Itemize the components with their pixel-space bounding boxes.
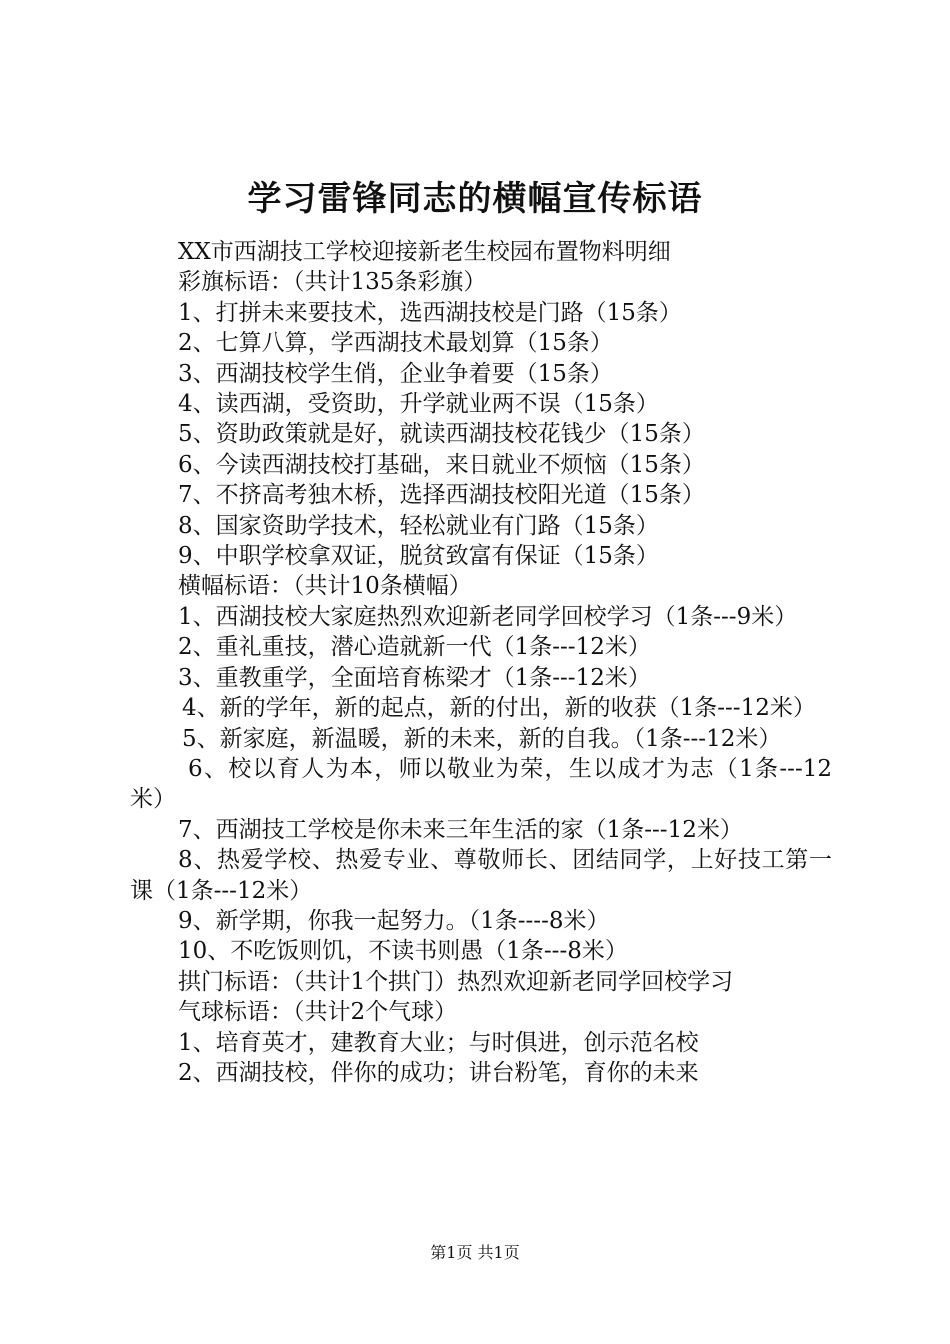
list-item: 8、热爱学校、热爱专业、尊敬师长、团结同学，上好技工第一课（1条---12米） [130, 847, 832, 904]
section-heading-balloons: 气球标语：（共计2个气球） [178, 999, 458, 1026]
section-heading-banners: 横幅标语：（共计10条横幅） [178, 573, 472, 600]
list-item: 3、重教重学，全面培育栋梁才（1条---12米） [178, 664, 651, 691]
paragraph-intro: XX市西湖技工学校迎接新老生校园布置物料明细 [178, 239, 671, 265]
list-item: 9、中职学校拿双证，脱贫致富有保证（15条） [178, 543, 659, 570]
list-item: 1、培育英才，建教育大业；与时俱进，创示范名校 [178, 1029, 699, 1056]
list-item: 8、国家资助学技术，轻松就业有门路（15条） [178, 512, 659, 539]
list-item: 2、重礼重技，潜心造就新一代（1条---12米） [178, 634, 651, 661]
list-item: 2、七算八算，学西湖技术最划算（15条） [178, 330, 613, 357]
section-heading-flags: 彩旗标语：（共计135条彩旗） [178, 269, 487, 296]
list-item: 7、西湖技工学校是你未来三年生活的家（1条---12米） [178, 816, 743, 843]
list-item: 7、不挤高考独木桥，选择西湖技校阳光道（15条） [178, 482, 705, 509]
list-item: 4、读西湖，受资助，升学就业两不误（15条） [178, 391, 659, 418]
list-item: 5、资助政策就是好，就读西湖技校花钱少（15条） [178, 421, 705, 448]
list-item: 2、西湖技校，伴你的成功；讲台粉笔，育你的未来 [178, 1059, 699, 1086]
list-item: 6、校以育人为本，师以敬业为荣，生以成才为志（1条---12米） [130, 755, 832, 813]
list-item: 1、打拼未来要技术，选西湖技校是门路（15条） [178, 299, 682, 326]
page-footer: 第1页 共1页 [430, 1243, 520, 1262]
list-item: 5、新家庭，新温暖，新的未来，新的自我。（1条---12米） [182, 725, 782, 752]
section-heading-arch: 拱门标语：（共计1个拱门）热烈欢迎新老同学回校学习 [178, 968, 734, 995]
list-item: 6、今读西湖技校打基础，来日就业不烦恼（15条） [178, 451, 705, 478]
list-item: 10、不吃饭则饥，不读书则愚（1条---8米） [178, 938, 628, 965]
list-item: 9、新学期，你我一起努力。（1条----8米） [178, 907, 610, 934]
document-title: 学习雷锋同志的横幅宣传标语 [247, 179, 703, 219]
list-item: 4、新的学年，新的起点，新的付出，新的收获（1条---12米） [182, 695, 816, 722]
list-item: 1、西湖技校大家庭热烈欢迎新老同学回校学习（1条---9米） [178, 603, 798, 630]
list-item: 3、西湖技校学生俏，企业争着要（15条） [178, 360, 613, 387]
document-body [130, 237, 832, 1088]
